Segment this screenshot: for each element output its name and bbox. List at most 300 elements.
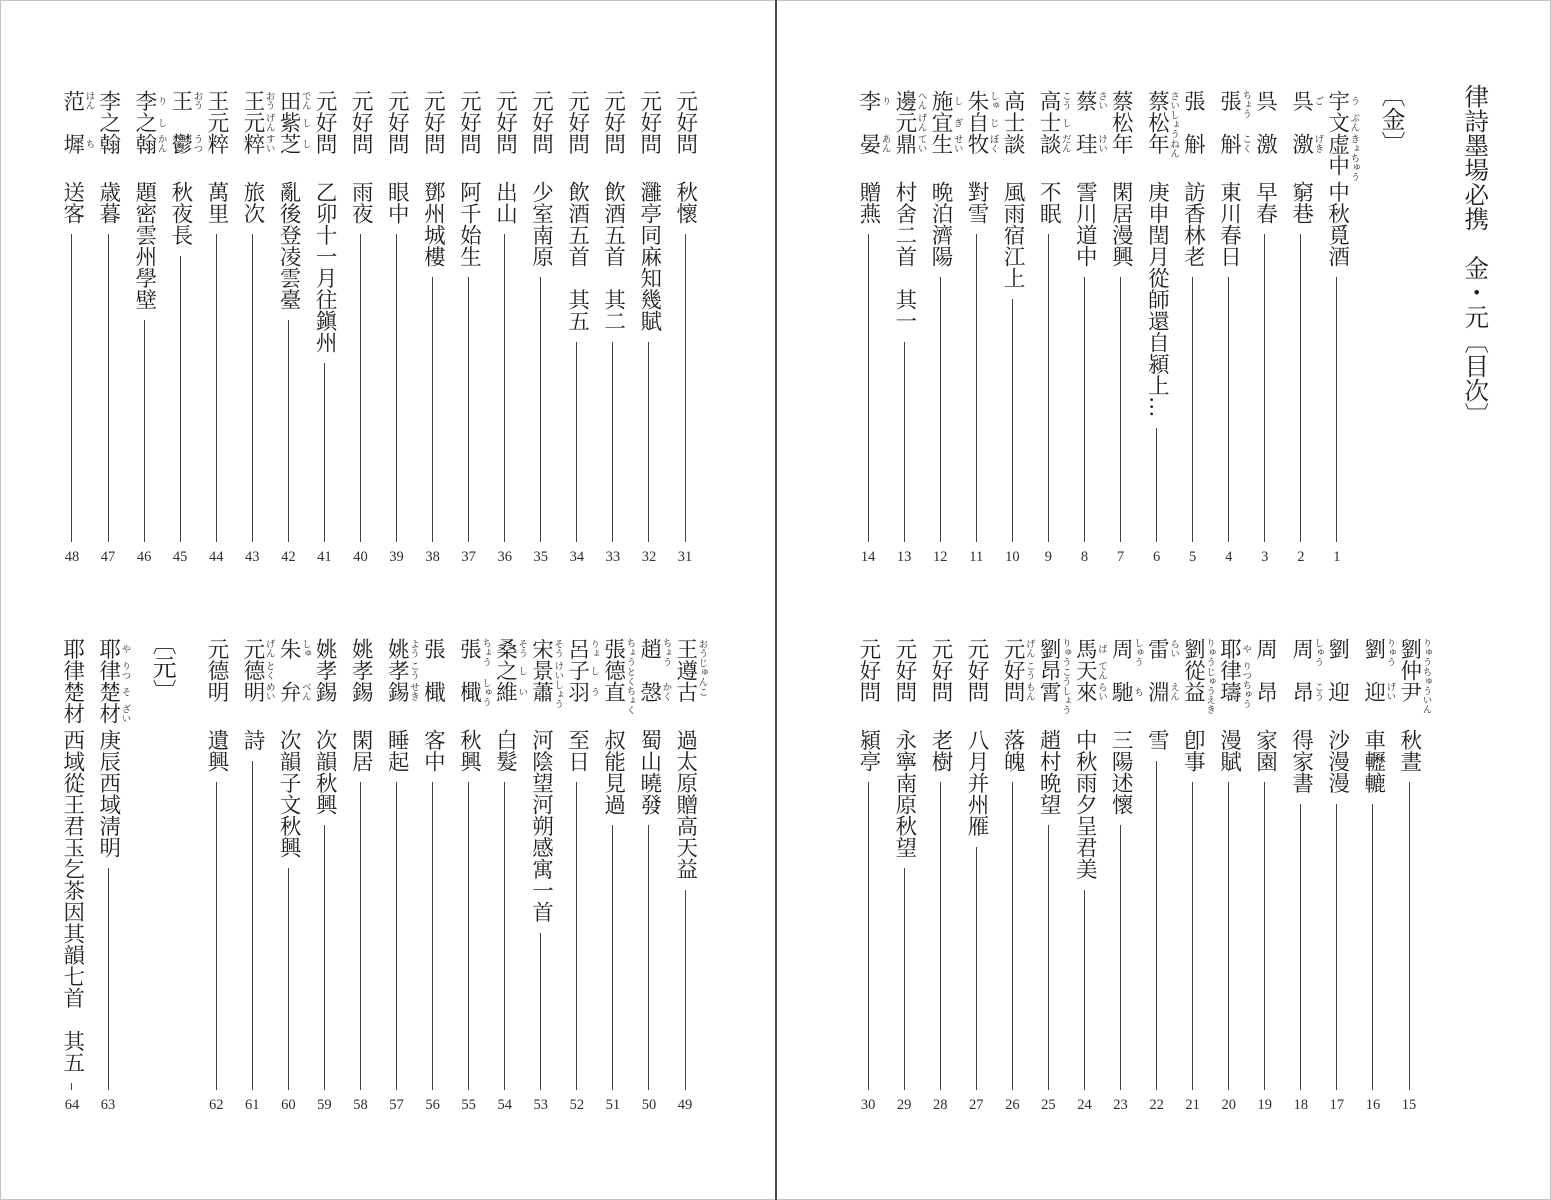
- author: [523, 638, 564, 729]
- leader-line: [1048, 234, 1049, 542]
- toc-entry: [1066, 90, 1107, 572]
- author-reading: かく: [660, 682, 672, 702]
- toc-entry: [631, 638, 672, 1120]
- author-reading: おう: [696, 639, 708, 659]
- toc-entry: [595, 90, 631, 572]
- poem-title: 雪: [1144, 729, 1170, 751]
- author-reading: げん: [263, 639, 275, 659]
- author-name: 呉 激: [1288, 90, 1314, 155]
- author: [198, 90, 234, 181]
- running-header: 律詩墨場必携 金・元〔目次〕: [1461, 84, 1491, 427]
- entry-number: 62: [208, 1097, 224, 1113]
- author-name: 張 檝: [456, 638, 482, 703]
- entry-number: 48: [64, 549, 80, 565]
- toc-entry: [1139, 90, 1180, 572]
- author: [270, 638, 311, 729]
- entry-number: 20: [1221, 1097, 1236, 1113]
- entry-number: 63: [100, 1097, 116, 1113]
- author-reading: げん: [915, 112, 927, 132]
- poem-title: 早春: [1252, 181, 1278, 224]
- author: [378, 638, 420, 729]
- entry-number: 50: [641, 1097, 657, 1113]
- author: [1139, 638, 1180, 729]
- author-reading: や: [1240, 644, 1252, 654]
- entry-number: 43: [245, 549, 260, 565]
- poem-title: 風雨宿江上: [1000, 181, 1026, 289]
- author-reading: しゅう: [480, 677, 492, 706]
- author: [415, 638, 451, 729]
- author-reading: うつ: [191, 134, 203, 154]
- left-page-lower-list: [54, 631, 708, 1120]
- author-name: 耶律楚材: [59, 638, 85, 724]
- author: [958, 638, 994, 729]
- author-name: 張 檝: [420, 638, 446, 703]
- poem-title: 灉亭同麻知幾賦: [636, 181, 662, 332]
- leader-line: [1048, 825, 1049, 1090]
- leader-line: [576, 342, 577, 543]
- author-reading: あん: [879, 134, 891, 154]
- author: [270, 90, 311, 181]
- entry-number: 52: [569, 1097, 585, 1113]
- author-reading: りゅう: [1420, 638, 1432, 667]
- entry-number: 40: [353, 549, 368, 565]
- leader-line: [252, 234, 253, 542]
- author-name: 高士談: [1036, 90, 1062, 155]
- author-name: 宇文虚中: [1324, 90, 1350, 176]
- author-name: 呂子羽: [564, 638, 590, 703]
- poem-title: 村舍二首 其一: [891, 181, 917, 332]
- leader-line: [612, 825, 613, 1090]
- author: [595, 90, 631, 181]
- author-name: 元好問: [564, 90, 590, 155]
- author: [54, 90, 95, 181]
- entry-number: 3: [1261, 549, 1269, 565]
- entry-number: 10: [1005, 549, 1020, 565]
- entry-number: 11: [969, 549, 984, 565]
- author-name: 李之翰: [95, 90, 121, 155]
- poem-title: 白髮: [492, 729, 518, 772]
- author: [1175, 90, 1211, 181]
- author-reading: げん: [263, 112, 275, 132]
- leader-line: [976, 234, 977, 542]
- author: [1391, 638, 1432, 729]
- leader-line: [288, 320, 289, 542]
- poem-title: 蜀山曉發: [636, 729, 662, 815]
- author-reading: そう: [516, 639, 528, 659]
- entry-number: 1: [1333, 549, 1341, 565]
- author-name: 周 馳: [1108, 638, 1134, 703]
- author-reading: や: [119, 644, 131, 654]
- toc-entry: [922, 90, 963, 572]
- toc-entry: [126, 90, 167, 572]
- toc-entry: [162, 90, 203, 572]
- author: [559, 90, 595, 181]
- entry-number: 38: [425, 549, 440, 565]
- toc-entry: [1030, 90, 1071, 572]
- author: [1066, 90, 1107, 181]
- poem-title: 遺興: [203, 729, 229, 772]
- author-reading: ざい: [119, 703, 131, 723]
- author: [922, 638, 958, 729]
- leader-line: [1300, 804, 1301, 1091]
- leader-line: [1409, 782, 1410, 1090]
- author-name: 劉從益: [1180, 638, 1206, 703]
- author-reading: りつ: [119, 660, 131, 680]
- author: [1175, 638, 1216, 729]
- author-name: 周 昂: [1252, 638, 1278, 703]
- toc-entry: [270, 90, 311, 572]
- leader-line: [1336, 804, 1337, 1091]
- entry-number: 22: [1149, 1097, 1164, 1113]
- toc-entry: [90, 638, 131, 1120]
- poem-title: 至日: [564, 729, 590, 772]
- author-name: 田紫芝: [276, 90, 302, 155]
- leader-line: [180, 256, 181, 543]
- poem-title: 秋懷: [672, 181, 698, 224]
- author: [126, 90, 167, 181]
- leader-line: [868, 234, 869, 542]
- entry-number: 42: [281, 549, 296, 565]
- entry-number: 8: [1080, 549, 1089, 565]
- author-reading: そ: [119, 687, 131, 697]
- poem-title: 客中: [420, 729, 446, 772]
- right-page-lower-list: [778, 638, 1432, 1120]
- entry-number: 61: [245, 1097, 260, 1113]
- author-name: 王元粹: [203, 90, 229, 155]
- entry-number: 55: [461, 1097, 476, 1113]
- author-reading: こう: [1023, 660, 1035, 680]
- leader-line: [540, 933, 541, 1091]
- entry-number: 32: [641, 549, 657, 565]
- poem-title: 庚申閏月從師還自潁上…: [1144, 181, 1170, 418]
- poem-title: 霅川道中: [1072, 181, 1098, 267]
- author-reading: ちゅう: [1420, 666, 1432, 695]
- author-name: 王遵古: [672, 638, 698, 703]
- author-name: 張 斛: [1216, 90, 1242, 155]
- author-name: 耶律璹: [1216, 638, 1242, 703]
- entry-number: 51: [605, 1097, 621, 1113]
- author-reading: り: [155, 96, 167, 106]
- entry-number: 34: [569, 549, 585, 565]
- poem-title: 西域從王君玉乞茶因其韻七首 其五: [59, 729, 85, 1073]
- author-reading: さい: [1168, 91, 1180, 111]
- toc-entry: [559, 638, 600, 1120]
- entry-number: 18: [1293, 1097, 1309, 1113]
- entry-number: 15: [1401, 1097, 1417, 1113]
- poem-title: 出山: [492, 181, 518, 224]
- author-reading: し: [1059, 117, 1071, 127]
- poem-title: 卽事: [1180, 729, 1206, 772]
- author-name: 元好問: [891, 638, 917, 703]
- author-reading: けい: [552, 660, 564, 680]
- entry-number: 2: [1297, 549, 1305, 565]
- toc-entry: [1283, 638, 1324, 1120]
- author: [451, 90, 487, 181]
- entry-number: 36: [497, 549, 512, 565]
- poem-title: 睡起: [384, 729, 410, 772]
- author: [1211, 90, 1252, 181]
- toc-entry: [559, 90, 595, 572]
- leader-line: [324, 363, 325, 542]
- entry-number: 44: [208, 549, 224, 565]
- leader-line: [1120, 825, 1121, 1090]
- toc-entry: [595, 638, 636, 1120]
- author: [958, 90, 999, 181]
- poem-title: 趙村晩望: [1036, 729, 1062, 815]
- leader-line: [648, 825, 649, 1090]
- entry-number: 49: [677, 1097, 693, 1113]
- leader-line: [71, 1083, 72, 1090]
- leader-line: [1228, 277, 1229, 542]
- entry-number: 46: [136, 549, 152, 565]
- leader-line: [904, 868, 905, 1090]
- poem-title: 雨夜: [348, 181, 374, 224]
- toc-entry: [886, 90, 927, 572]
- author-reading: し: [299, 117, 311, 127]
- author-name: 元德明: [203, 638, 229, 703]
- author-reading: てん: [1095, 660, 1107, 680]
- author-name: 王元粹: [240, 90, 266, 155]
- toc-entry: [958, 90, 999, 572]
- author-reading: しゅ: [299, 639, 311, 659]
- leader-line: [1372, 804, 1373, 1091]
- author-reading: ご: [1312, 96, 1324, 106]
- toc-entry: [1102, 638, 1144, 1120]
- author: [306, 638, 342, 729]
- toc-entry: [487, 638, 528, 1120]
- author-reading: げい: [1384, 682, 1396, 702]
- author-name: 元好問: [348, 90, 374, 155]
- leader-line: [360, 782, 361, 1090]
- toc-entry: [850, 90, 891, 572]
- leader-line: [324, 825, 325, 1090]
- author-reading: そう: [552, 639, 564, 659]
- leader-line: [108, 868, 109, 1090]
- toc-entry: [1355, 638, 1396, 1120]
- leader-line: [1012, 299, 1013, 543]
- entry-number: 30: [860, 1097, 876, 1113]
- right-page-upper-list: [778, 83, 1427, 572]
- leader-line: [1156, 428, 1157, 543]
- entry-number: 45: [172, 549, 188, 565]
- author-reading: ぶん: [1348, 112, 1360, 132]
- poem-title: 萬里: [203, 181, 229, 224]
- toc-entry: [1247, 90, 1283, 572]
- author-reading: しょう: [1168, 110, 1180, 139]
- entry-number: 12: [932, 549, 948, 565]
- toc-entry: [306, 638, 342, 1120]
- author-reading: せき: [408, 682, 420, 702]
- poem-title: 得家書: [1288, 729, 1314, 794]
- poem-title: 眼中: [384, 181, 410, 224]
- leader-line: [540, 277, 541, 542]
- author: [1030, 90, 1071, 181]
- leader-line: [396, 782, 397, 1090]
- author-reading: りゅう: [1059, 638, 1071, 667]
- toc-entry: [1102, 90, 1138, 572]
- entry-number: 35: [533, 549, 549, 565]
- author-name: 元好問: [1000, 638, 1026, 703]
- leader-line: [1192, 277, 1193, 542]
- author-name: 桑之維: [492, 638, 518, 703]
- author-name: 劉 迎: [1324, 638, 1350, 703]
- toc-entry: [1283, 90, 1324, 572]
- author-reading: すい: [263, 134, 275, 154]
- toc-entry: [1175, 638, 1216, 1120]
- author-reading: じ: [987, 117, 999, 127]
- entry-number: 16: [1365, 1097, 1381, 1113]
- author-name: 耶律楚材: [95, 638, 121, 724]
- author-reading: こう: [1059, 91, 1071, 111]
- entry-number: 24: [1077, 1097, 1092, 1113]
- author-name: 劉 迎: [1360, 638, 1386, 703]
- author-name: 趙 愨: [636, 638, 662, 703]
- entry-number: 28: [932, 1097, 948, 1113]
- author-reading: さい: [1095, 91, 1107, 111]
- author: [1139, 90, 1180, 181]
- leader-line: [868, 782, 869, 1090]
- toc-entry: [234, 90, 275, 572]
- author-name: 宋景蕭: [528, 638, 554, 703]
- entry-number: 25: [1041, 1097, 1056, 1113]
- author: [595, 638, 636, 729]
- author-name: 李 晏: [855, 90, 881, 155]
- leader-line: [360, 234, 361, 542]
- section-heading-text: 〔元〕: [148, 631, 177, 703]
- section-heading: [1355, 83, 1427, 572]
- entry-number: 23: [1113, 1097, 1128, 1113]
- author-reading: ち: [83, 139, 95, 149]
- poem-title: 秋興: [456, 729, 482, 772]
- entry-number: 26: [1005, 1097, 1020, 1113]
- author-name: 雷 淵: [1144, 638, 1170, 703]
- author-reading: ち: [1132, 687, 1144, 697]
- author-name: 元好問: [636, 90, 662, 155]
- poem-title: 飲酒五首 其五: [564, 181, 590, 332]
- entry-number: 39: [389, 549, 404, 565]
- author-reading: りょ: [588, 639, 600, 659]
- toc-entry: [270, 638, 311, 1120]
- author: [306, 90, 342, 181]
- author: [342, 90, 378, 181]
- author-name: 王 鬱: [167, 90, 193, 155]
- entry-number: 4: [1225, 549, 1233, 565]
- author-reading: い: [516, 687, 528, 697]
- author: [850, 90, 891, 181]
- toc-entry: [451, 90, 487, 572]
- leader-line: [1084, 277, 1085, 542]
- entry-number: 56: [425, 1097, 440, 1113]
- author-reading: はん: [83, 91, 95, 111]
- poem-title: 叔能見過: [600, 729, 626, 815]
- toc-entry: [378, 90, 414, 572]
- toc-entry: [306, 90, 342, 572]
- author-name: 施宜生: [927, 90, 953, 155]
- author: [162, 90, 203, 181]
- toc-entry: [958, 638, 994, 1120]
- author-name: 范 墀: [59, 90, 85, 155]
- toc-entry: [1139, 638, 1180, 1120]
- author: [631, 638, 672, 729]
- leader-line: [1120, 277, 1121, 542]
- toc-entry: [234, 638, 275, 1120]
- leader-line: [576, 782, 577, 1090]
- author-reading: し: [951, 96, 963, 106]
- poem-title: 庚辰西域淸明: [95, 729, 121, 858]
- author-name: 張德直: [600, 638, 626, 703]
- leader-line: [216, 234, 217, 542]
- author: [198, 638, 234, 729]
- leader-line: [504, 782, 505, 1090]
- toc-entry: [1066, 638, 1107, 1120]
- toc-entry: [451, 638, 492, 1120]
- author-reading: しゅ: [987, 91, 999, 111]
- author-name: 姚孝錫: [348, 638, 374, 703]
- poem-title: 亂後登凌雲臺: [276, 181, 302, 310]
- toc-entry: [198, 638, 234, 1120]
- author-name: 朱自牧: [964, 90, 990, 155]
- author-name: 蔡松年: [1144, 90, 1170, 155]
- author: [1355, 638, 1396, 729]
- author-reading: り: [879, 96, 891, 106]
- right-page: [777, 0, 1551, 1200]
- entry-number: 17: [1329, 1097, 1345, 1113]
- author-name: 元好問: [855, 638, 881, 703]
- author-name: 元好問: [312, 90, 338, 155]
- poem-title: 八月并州雁: [964, 729, 990, 837]
- leader-line: [1156, 761, 1157, 1091]
- author: [994, 638, 1035, 729]
- poem-title: 詩: [240, 729, 266, 751]
- author-name: 劉昂霄: [1036, 638, 1062, 703]
- poem-title: 不眠: [1036, 181, 1062, 224]
- author: [523, 90, 559, 181]
- author: [378, 90, 414, 181]
- poem-title: 沙漫漫: [1324, 729, 1350, 794]
- toc-entry: [342, 90, 378, 572]
- entry-number: 64: [64, 1097, 80, 1113]
- poem-title: 飲酒五首 其二: [600, 181, 626, 332]
- author-name: 姚孝錫: [384, 638, 410, 703]
- poem-title: 三陽述懷: [1108, 729, 1134, 815]
- author: [994, 90, 1030, 181]
- author-reading: ちょう: [480, 638, 492, 667]
- leader-line: [468, 277, 469, 542]
- author-name: 元好問: [964, 638, 990, 703]
- leader-line: [216, 782, 217, 1090]
- toc-entry: [1247, 638, 1283, 1120]
- poem-title: 送客: [59, 181, 85, 224]
- entry-number: 41: [317, 549, 332, 565]
- author: [886, 90, 927, 181]
- poem-title: 落魄: [1000, 729, 1026, 772]
- author-reading: ちゅう: [1240, 679, 1252, 709]
- author-reading: ねん: [1168, 138, 1180, 158]
- author-reading: てい: [915, 134, 927, 154]
- author: [1211, 638, 1252, 729]
- author-name: 李之翰: [131, 90, 157, 155]
- toc-entry: [886, 638, 922, 1120]
- author: [1319, 90, 1360, 182]
- leader-line: [1192, 782, 1193, 1090]
- poem-title: 永寧南原秋望: [891, 729, 917, 858]
- author-reading: う: [1348, 96, 1360, 106]
- author-reading: とく: [263, 660, 275, 680]
- poem-title: 題密雲州學壁: [131, 181, 157, 310]
- section-heading: [126, 631, 198, 1120]
- toc-entry: [415, 90, 451, 572]
- author-reading: えき: [1204, 695, 1216, 714]
